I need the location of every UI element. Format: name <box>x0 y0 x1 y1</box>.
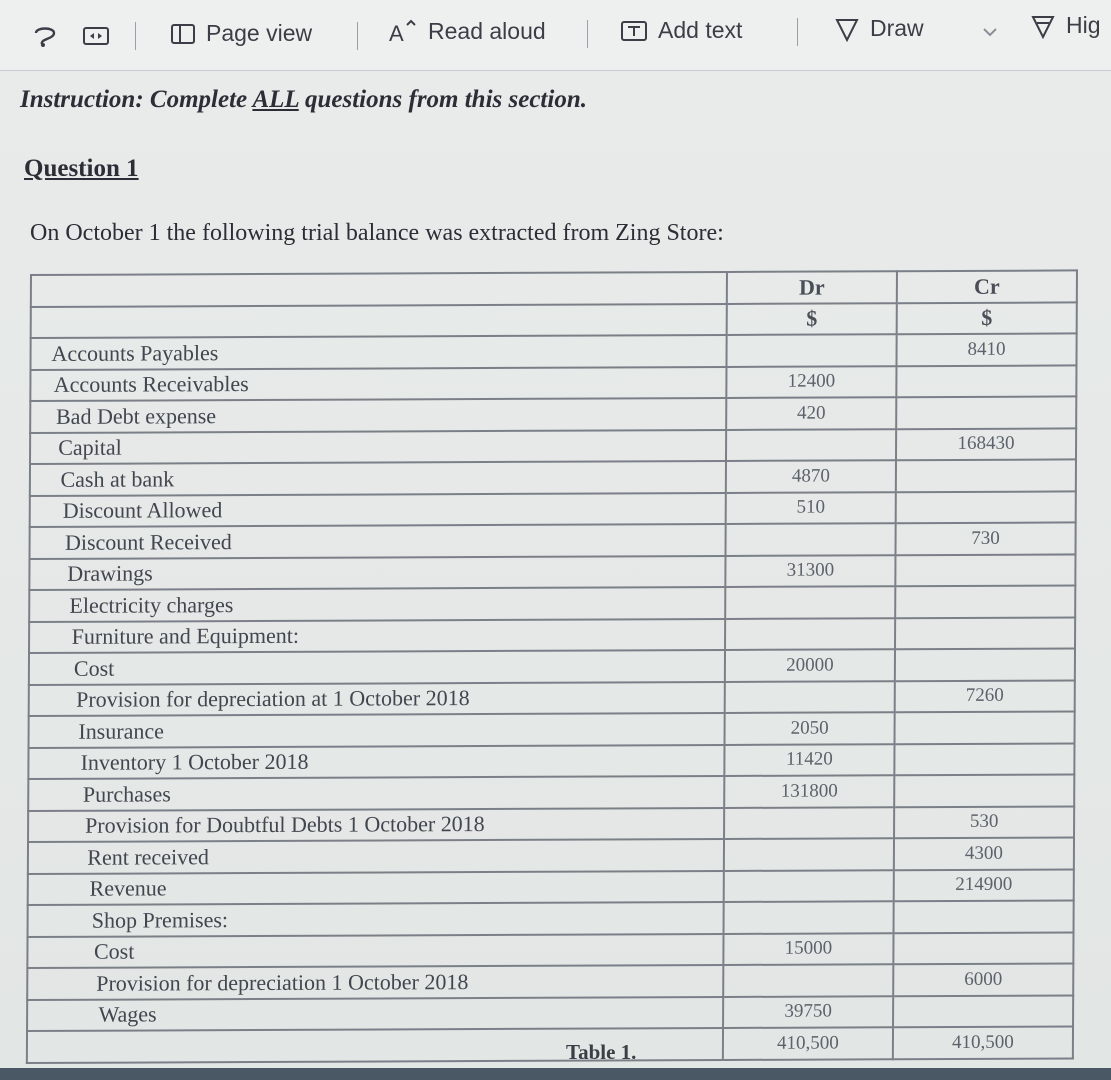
instruction-text: Instruction: Complete ALL questions from this section. <box>20 86 587 113</box>
highlight-button[interactable] <box>1030 12 1101 39</box>
cr-value <box>894 774 1074 806</box>
row-label: Accounts Payables <box>30 335 726 370</box>
dr-value <box>723 964 893 996</box>
cr-value: 6000 <box>893 963 1073 995</box>
table-row <box>30 333 1076 369</box>
dr-value: 20000 <box>725 649 895 681</box>
reader-toolbar <box>0 0 1111 71</box>
row-label: Bad Debt expense <box>30 398 726 433</box>
dr-value <box>725 618 895 650</box>
cr-value <box>896 459 1076 491</box>
dr-value <box>725 586 895 618</box>
unit-blank-cell <box>31 303 727 338</box>
dr-header: Dr <box>727 271 897 303</box>
dr-value <box>726 429 896 461</box>
dr-value <box>726 523 896 555</box>
table-row <box>28 869 1074 905</box>
row-label: Cost <box>27 933 723 968</box>
total-dr: 410,500 <box>723 1027 893 1059</box>
instruction-emphasis: ALL <box>252 86 299 113</box>
total-cr: 410,500 <box>893 1026 1073 1058</box>
row-label: Cost <box>29 650 725 685</box>
cr-value <box>893 995 1073 1027</box>
cr-value <box>895 648 1075 680</box>
draw-label: Draw <box>870 15 924 41</box>
chevron-down-icon[interactable] <box>982 26 998 38</box>
fit-page-icon[interactable] <box>82 25 110 47</box>
cr-value: 8410 <box>896 333 1076 365</box>
row-label: Wages <box>27 996 723 1031</box>
cr-unit: $ <box>897 302 1077 334</box>
row-label: Provision for depreciation 1 October 2018 <box>27 965 723 1000</box>
dr-value: 11420 <box>724 744 894 776</box>
table-row <box>29 680 1075 716</box>
dr-value: 31300 <box>725 555 895 587</box>
dr-value <box>724 838 894 870</box>
cr-value: 214900 <box>894 869 1074 901</box>
cr-value: 168430 <box>896 428 1076 460</box>
table-row <box>28 806 1074 842</box>
table-row <box>28 900 1074 936</box>
table-row <box>29 648 1075 684</box>
row-label: Accounts Receivables <box>30 366 726 401</box>
cr-value: 7260 <box>895 680 1075 712</box>
cr-value <box>894 743 1074 775</box>
row-label: Shop Premises: <box>28 902 724 937</box>
dr-unit: $ <box>727 303 897 335</box>
table-row <box>29 585 1075 621</box>
dr-value <box>724 870 894 902</box>
cr-value <box>894 900 1074 932</box>
cr-value: 4300 <box>894 837 1074 869</box>
table-row <box>30 522 1076 558</box>
dr-value <box>726 334 896 366</box>
highlight-label: Hig <box>1066 12 1101 38</box>
cr-value: 730 <box>895 522 1075 554</box>
cr-header: Cr <box>897 270 1077 302</box>
dr-value: 4870 <box>726 460 896 492</box>
table-row <box>30 491 1076 527</box>
table-caption: Table 1. <box>566 1040 637 1064</box>
cr-value <box>896 365 1076 397</box>
table-row <box>29 554 1075 590</box>
add-text-label: Add text <box>658 17 743 43</box>
row-label: Furniture and Equipment: <box>29 618 725 653</box>
cr-value <box>896 396 1076 428</box>
table-row <box>30 428 1076 464</box>
lasso-icon[interactable] <box>32 24 58 48</box>
table-row <box>30 365 1076 401</box>
dr-value <box>725 681 895 713</box>
table-row <box>28 743 1074 779</box>
trial-balance-table <box>26 269 1078 1063</box>
row-label: Insurance <box>29 713 725 748</box>
row-label: Inventory 1 October 2018 <box>28 744 724 779</box>
dr-value: 131800 <box>724 775 894 807</box>
header-blank-cell <box>31 272 727 307</box>
row-label: Electricity charges <box>29 587 725 622</box>
dr-value: 12400 <box>726 366 896 398</box>
row-label: Drawings <box>29 555 725 590</box>
cr-value <box>895 554 1075 586</box>
table-header-row <box>31 270 1077 306</box>
dr-value: 15000 <box>723 933 893 965</box>
dr-value: 420 <box>726 397 896 429</box>
row-label: Revenue <box>28 870 724 905</box>
table-row <box>30 459 1076 495</box>
intro-text: On October 1 the following trial balance was extracted from Zing Store: <box>30 220 724 246</box>
read-aloud-icon <box>388 19 418 45</box>
dr-value: 39750 <box>723 996 893 1028</box>
row-label: Rent received <box>28 839 724 874</box>
table-row <box>27 963 1073 999</box>
table-row <box>29 617 1075 653</box>
page-view-icon <box>170 22 196 46</box>
cr-value <box>896 491 1076 523</box>
highlight-icon <box>1030 13 1056 39</box>
cr-value: 530 <box>894 806 1074 838</box>
page-view-label: Page view <box>206 20 313 46</box>
add-text-icon <box>620 19 648 43</box>
add-text-button[interactable] <box>620 17 742 44</box>
row-label: Purchases <box>28 776 724 811</box>
dr-value: 2050 <box>725 712 895 744</box>
cr-value <box>895 585 1075 617</box>
table-row <box>27 995 1073 1031</box>
draw-icon <box>834 16 860 42</box>
question-title: Question 1 <box>24 155 139 182</box>
dr-value <box>724 807 894 839</box>
page-view-button[interactable] <box>170 20 312 47</box>
table-row <box>29 711 1075 747</box>
cr-value <box>895 617 1075 649</box>
read-aloud-label: Read aloud <box>428 18 546 44</box>
dr-value <box>724 901 894 933</box>
row-label: Capital <box>30 429 726 464</box>
cr-value <box>893 932 1073 964</box>
table-row <box>28 774 1074 810</box>
read-aloud-button[interactable] <box>388 18 546 45</box>
bottom-bar <box>0 1068 1111 1080</box>
row-label: Provision for depreciation at 1 October 2018 <box>29 681 725 716</box>
svg-text:A: A <box>389 20 404 45</box>
cr-value <box>895 711 1075 743</box>
dr-value: 510 <box>726 492 896 524</box>
table-unit-row <box>31 302 1077 338</box>
table-row <box>27 932 1073 968</box>
draw-button[interactable] <box>834 15 924 42</box>
row-label: Cash at bank <box>30 461 726 496</box>
row-label: Provision for Doubtful Debts 1 October 2018 <box>28 807 724 842</box>
table-row <box>30 396 1076 432</box>
totals-row <box>27 1026 1073 1062</box>
row-label: Discount Allowed <box>30 492 726 527</box>
table-row <box>28 837 1074 873</box>
row-label: Discount Received <box>30 524 726 559</box>
